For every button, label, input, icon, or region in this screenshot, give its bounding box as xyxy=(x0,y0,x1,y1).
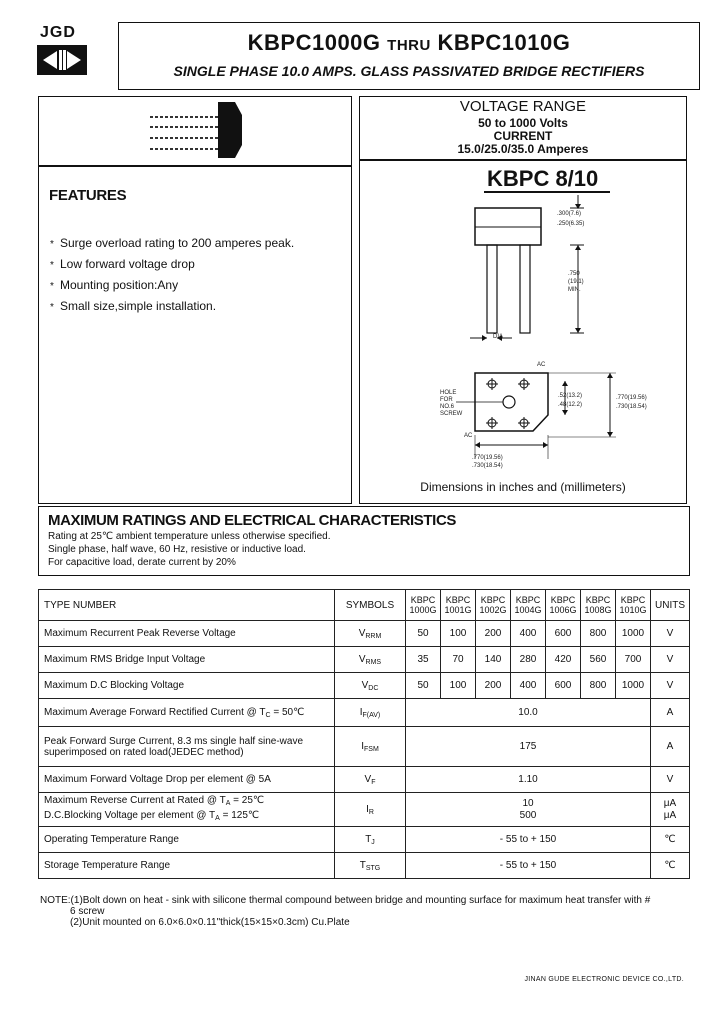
note-1: NOTE:(1)Bolt down on heat - sink with silicone thermal compound between bridge and mounting surface for maximum heat transfer with # xyxy=(40,895,651,906)
ratings-note: Single phase, half wave, 60 Hz, resistive or inductive load. xyxy=(48,544,306,555)
package-drawing xyxy=(420,195,660,480)
feature-item: * Mounting position:Any xyxy=(50,278,179,292)
header-part: KBPC 1001G xyxy=(441,590,476,621)
table-row: Maximum Recurrent Peak Reverse Voltage $V_{RRM}$ 50 100 200 400 600 800 1000 V xyxy=(39,621,690,647)
table-row: Operating Temperature Range $T_J$ - 55 to + 150 ℃ xyxy=(39,827,690,853)
device-image xyxy=(150,100,250,160)
dim-label: (19.1) xyxy=(568,279,584,285)
dim-label: .52(13.2) xyxy=(558,393,583,399)
table-row: Maximum Average Forward Rectified Current @ $T_C$ = 50℃ $I_{F(AV)}$ 10.0 A xyxy=(39,699,690,727)
title-part2: KBPC1010G xyxy=(437,30,571,55)
title-thru: THRU xyxy=(387,37,431,54)
ratings-note: For capacitive load, derate current by 20% xyxy=(48,557,236,568)
title-part1: KBPC1000G xyxy=(247,30,381,55)
feature-item: * Surge overload rating to 200 amperes peak. xyxy=(50,236,295,250)
dim-label: .750 xyxy=(568,271,580,277)
feature-item: * Low forward voltage drop xyxy=(50,257,195,271)
voltage-range-volts: 50 to 1000 Volts xyxy=(478,116,568,130)
dim-label: .770(19.56) xyxy=(472,455,503,461)
note-1-cont: 6 screw xyxy=(70,906,105,917)
dim-label: .730(18.54) xyxy=(472,463,503,469)
hole-label: HOLE FOR NO.6 SCREW xyxy=(440,390,463,417)
table-row: Maximum Reverse Current at Rated @ $T_A$ = 25℃ D.C.Blocking Voltage per element @ $T_A$ = 125℃ $I_R$ 10 500 μA μA xyxy=(39,793,690,827)
table-header-row xyxy=(39,590,690,621)
dim-label: .250(6.35) xyxy=(557,221,585,227)
header-part: KBPC 1002G xyxy=(476,590,511,621)
note-2: (2)Unit mounted on 6.0×6.0×0.11"thick(15×15×0.3cm) Cu.Plate xyxy=(70,917,350,928)
voltage-range-heading: VOLTAGE RANGE xyxy=(459,98,587,115)
header-units: UNITS xyxy=(651,590,690,621)
ac-label: AC xyxy=(537,362,546,368)
spec-table xyxy=(38,589,690,879)
dim-label: .48(12.2) xyxy=(558,402,583,408)
ratings-note: Rating at 25℃ ambient temperature unless otherwise specified. xyxy=(48,531,331,542)
ac-label: AC xyxy=(464,433,473,439)
header-part: KBPC 1006G xyxy=(546,590,581,621)
current-amperes: 15.0/25.0/35.0 Amperes xyxy=(457,142,589,156)
current-label: CURRENT xyxy=(493,129,553,143)
header-part: KBPC 1008G xyxy=(581,590,616,621)
table-row: Maximum RMS Bridge Input Voltage $V_{RMS}$ 35 70 140 280 420 560 700 V xyxy=(39,647,690,673)
table-row: Peak Forward Surge Current, 8.3 ms single half sine-wave superimposed on rated load(JEDEC method) $I_{FSM}$ 175 A xyxy=(39,727,690,767)
ratings-title: MAXIMUM RATINGS AND ELECTRICAL CHARACTERISTICS xyxy=(48,512,456,529)
package-name-underline xyxy=(484,191,610,193)
dim-label: .770(19.56) xyxy=(616,395,647,401)
table-row: Maximum Forward Voltage Drop per element @ 5A $V_F$ 1.10 V xyxy=(39,767,690,793)
header-type: TYPE NUMBER xyxy=(39,590,335,621)
page-title xyxy=(118,30,700,56)
page-subtitle: SINGLE PHASE 10.0 AMPS. GLASS PASSIVATED BRIDGE RECTIFIERS xyxy=(173,63,645,79)
header-part: KBPC 1004G xyxy=(511,590,546,621)
features-title: FEATURES xyxy=(49,187,127,204)
features-box xyxy=(38,166,352,504)
logo-diode-icon xyxy=(37,45,87,75)
dim-label: .300(7.6) xyxy=(557,211,582,217)
dim-label: MIN. xyxy=(568,287,581,293)
header-part: KBPC 1000G xyxy=(406,590,441,621)
table-row: Storage Temperature Range $T_{STG}$ - 55 to + 150 ℃ xyxy=(39,853,690,879)
package-name: KBPC 8/10 xyxy=(487,166,599,191)
dimensions-caption: Dimensions in inches and (millimeters) xyxy=(420,480,626,494)
table-row: Maximum D.C Blocking Voltage $V_{DC}$ 50 100 200 400 600 800 1000 V xyxy=(39,673,690,699)
feature-item: * Small size,simple installation. xyxy=(50,299,217,313)
dim-label: .730(18.54) xyxy=(616,404,647,410)
logo-text: JGD xyxy=(40,24,76,41)
dim-label: DIA xyxy=(493,334,504,340)
header-part: KBPC 1010G xyxy=(616,590,651,621)
footer-company: JINAN GUDE ELECTRONIC DEVICE CO.,LTD. xyxy=(524,976,684,983)
header-symbols: SYMBOLS xyxy=(335,590,406,621)
